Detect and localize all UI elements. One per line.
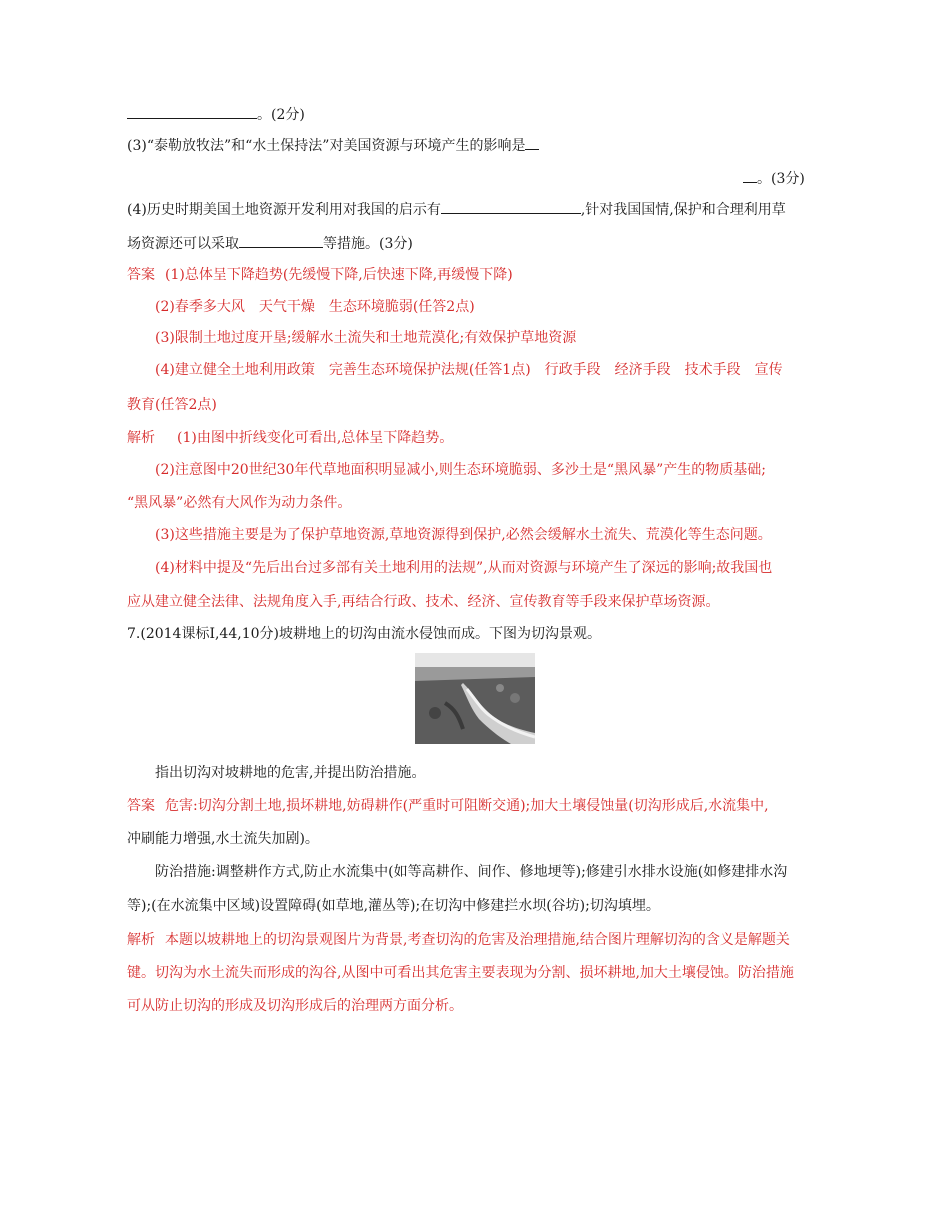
answer-blank	[743, 168, 757, 183]
analysis-7-line3: 可从防止切沟的形成及切沟形成后的治理两方面分析。	[127, 998, 463, 1014]
answer-6-line2: (2)春季多大风 天气干燥 生态环境脆弱(任答2点)	[155, 299, 475, 315]
answer-7-line3: 防治措施:调整耕作方式,防止水流集中(如等高耕作、间作、修地埂等);修建引水排水设施(如修建排水沟	[155, 864, 788, 880]
analysis-6-line2: (2)注意图中20世纪30年代草地面积明显减小,则生态环境脆弱、多沙土是“黑风暴”产生的物质基础;	[155, 462, 766, 478]
answer-7-line4: 等);(在水流集中区域)设置障碍(如草地,灌丛等);在切沟中修建拦水坝(谷坊);切沟填埋。	[127, 898, 660, 914]
question-4-line2: 场资源还可以采取 等措施。(3分)	[127, 233, 413, 254]
question-4-line1: (4)历史时期美国土地资源开发利用对我国的启示有 ,针对我国国情,保护和合理利用草	[127, 199, 786, 220]
analysis-7-line1: 解析 本题以坡耕地上的切沟景观图片为背景,考查切沟的危害及治理措施,结合图片理解切沟的含义是解题关	[127, 932, 790, 948]
answer-6-line4: (4)建立健全土地利用政策 完善生态环境保护法规(任答1点) 行政手段 经济手段 技术手段 宣传	[155, 362, 783, 378]
answer-7-line2: 冲刷能力增强,水土流失加剧)。	[127, 831, 319, 847]
answer-6-line5: 教育(任答2点)	[127, 397, 217, 413]
answer-blank	[525, 135, 539, 150]
answer-blank	[239, 233, 323, 248]
answer-7-line1: 答案 危害:切沟分割土地,损坏耕地,妨碍耕作(严重时可阻断交通);加大土壤侵蚀量(切沟形成后,水流集中,	[127, 798, 769, 814]
answer-label: 答案	[127, 267, 155, 283]
analysis-label: 解析	[127, 932, 155, 948]
analysis-6-line6: 应从建立健全法律、法规角度入手,再结合行政、技术、经济、宣传教育等手段来保护草场资源。	[127, 594, 720, 610]
answer-blank	[441, 199, 581, 214]
analysis-6-line3: “黑风暴”必然有大风作为动力条件。	[127, 495, 352, 511]
question-3-end: 。(3分)	[743, 168, 805, 189]
prev-answer-line: 。(2分)	[127, 104, 305, 125]
analysis-6-line1: 解析 (1)由图中折线变化可看出,总体呈下降趋势。	[127, 430, 454, 446]
answer-6-line1: 答案 (1)总体呈下降趋势(先缓慢下降,后快速下降,再缓慢下降)	[127, 267, 513, 283]
analysis-6-line4: (3)这些措施主要是为了保护草地资源,草地资源得到保护,必然会缓解水土流失、荒漠化等生态问题。	[155, 527, 772, 543]
question-3: (3)“泰勒放牧法”和“水土保持法”对美国资源与环境产生的影响是	[127, 135, 539, 156]
answer-label: 答案	[127, 798, 155, 814]
analysis-label: 解析	[127, 430, 155, 446]
question-7-stem: 7.(2014课标Ⅰ,44,10分)坡耕地上的切沟由流水侵蚀而成。下图为切沟景观。	[127, 626, 601, 642]
gully-photo	[415, 653, 535, 744]
answer-blank	[127, 104, 257, 119]
answer-6-line3: (3)限制土地过度开垦;缓解水土流失和土地荒漠化;有效保护草地资源	[155, 330, 577, 346]
analysis-7-line2: 键。切沟为水土流失而形成的沟谷,从图中可看出其危害主要表现为分割、损坏耕地,加大土壤侵蚀。防治措施	[127, 965, 794, 981]
analysis-6-line5: (4)材料中提及“先后出台过多部有关土地利用的法规”,从而对资源与环境产生了深远的影响;故我国也	[155, 560, 773, 576]
question-7-task: 指出切沟对坡耕地的危害,并提出防治措施。	[155, 765, 426, 781]
